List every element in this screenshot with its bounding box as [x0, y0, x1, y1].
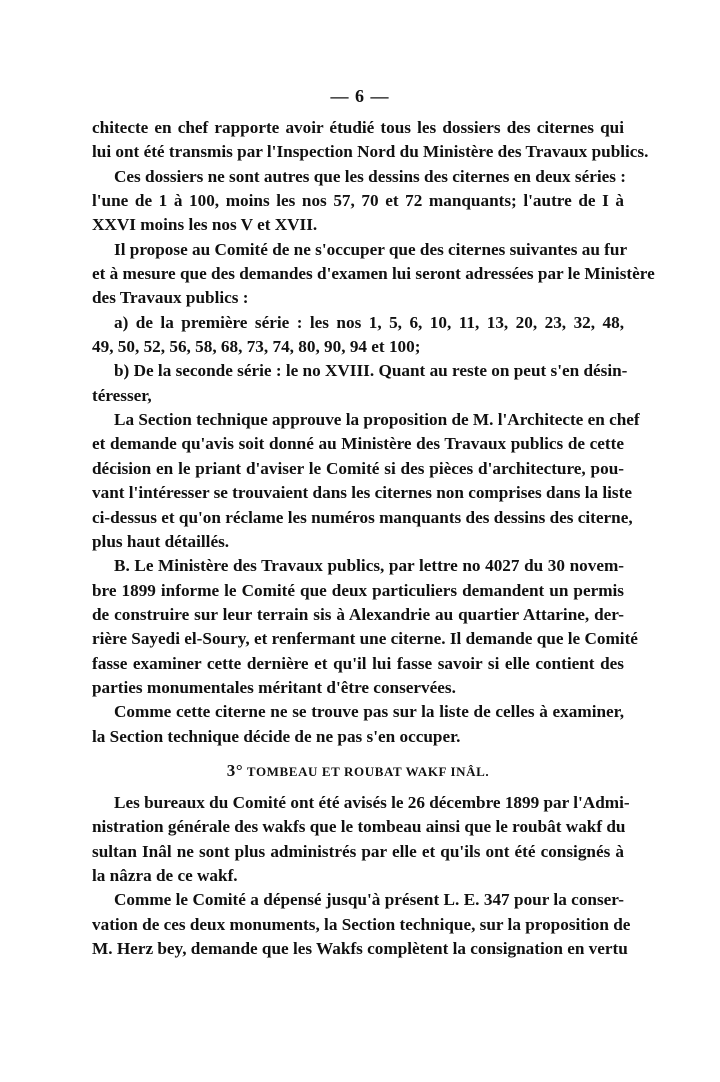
- text-line: la nâzra de ce wakf.: [92, 865, 238, 885]
- text-line: Comme le Comité a dépensé jusqu'à présent L. E. 347 pour la conser-: [114, 890, 624, 910]
- text-line: ci-dessus et qu'on réclame les numéros manquants des dessins des citerne,: [92, 507, 633, 527]
- text-line: sultan Inâl ne sont plus administrés par elle et qu'ils ont été consignés à: [92, 841, 624, 861]
- paragraph: [92, 238, 655, 311]
- text-line: plus haut détaillés.: [92, 531, 230, 551]
- page-number: — 6 —: [330, 86, 390, 106]
- section-number: 3°: [226, 760, 244, 780]
- text-line: La Section technique approuve la proposition de M. l'Architecte en chef: [114, 410, 640, 430]
- text-line: Il propose au Comité de ne s'occuper que des citernes suivantes au fur: [114, 239, 628, 259]
- section-title: TOMBEAU ET ROUBAT WAKF INÂL.: [246, 763, 490, 779]
- text-line: la Section technique décide de ne pas s'en occuper.: [92, 726, 461, 746]
- text-line: Ces dossiers ne sont autres que les dessins des citernes en deux séries :: [114, 166, 626, 186]
- paragraph: [92, 408, 640, 554]
- text-line: parties monumentales méritant d'être conservées.: [92, 677, 456, 697]
- paragraph: [92, 359, 628, 408]
- paragraph: [92, 888, 631, 961]
- text-line: décision en le priant d'aviser le Comité si des pièces d'architecture, pou-: [92, 458, 624, 478]
- text-line: de construire sur leur terrain sis à Alexandrie au quartier Attarine, der-: [92, 604, 624, 624]
- text-line: Les bureaux du Comité ont été avisés le 26 décembre 1899 par l'Admi-: [114, 792, 630, 812]
- text-line: b) De la seconde série : le no XVIII. Quant au reste on peut s'en désin-: [114, 361, 628, 381]
- paragraph: [92, 700, 624, 749]
- text-line: nistration générale des wakfs que le tombeau ainsi que le roubât wakf du: [92, 817, 626, 837]
- paragraph: [92, 165, 624, 238]
- text-line: bre 1899 informe le Comité que deux particuliers demandent un permis: [92, 580, 624, 600]
- text-line: rière Sayedi el-Soury, et renfermant une citerne. Il demande que le Comité: [92, 629, 638, 649]
- text-line: 49, 50, 52, 56, 58, 68, 73, 74, 80, 90, 94 et 100;: [92, 337, 421, 357]
- paragraph: [92, 311, 624, 360]
- paragraph: [92, 116, 649, 165]
- paragraph: [92, 791, 630, 888]
- text-line: lui ont été transmis par l'Inspection Nord du Ministère des Travaux publics.: [92, 142, 649, 162]
- text-line: B. Le Ministère des Travaux publics, par lettre no 4027 du 30 novem-: [114, 556, 624, 576]
- text-line: vation de ces deux monuments, la Section technique, sur la proposition de: [92, 914, 631, 934]
- text-line: des Travaux publics :: [92, 288, 249, 308]
- body-text: [92, 116, 655, 961]
- text-line: XXVI moins les nos V et XVII.: [92, 215, 318, 235]
- text-line: téresser,: [92, 385, 152, 405]
- paragraph: [92, 554, 638, 700]
- text-line: et à mesure que des demandes d'examen lui seront adressées par le Ministère: [92, 264, 655, 284]
- text-line: et demande qu'avis soit donné au Ministère des Travaux publics de cette: [92, 434, 624, 454]
- text-line: l'une de 1 à 100, moins les nos 57, 70 et 72 manquants; l'autre de I à: [92, 191, 624, 211]
- text-line: M. Herz bey, demande que les Wakfs complètent la consignation en vertu: [92, 939, 628, 958]
- text-line: fasse examiner cette dernière et qu'il lui fasse savoir si elle contient des: [92, 653, 624, 673]
- text-line: Comme cette citerne ne se trouve pas sur la liste de celles à examiner,: [114, 702, 624, 722]
- text-line: a) de la première série : les nos 1, 5, 6, 10, 11, 13, 20, 23, 32, 48,: [114, 312, 624, 332]
- text-line: vant l'intéresser se trouvaient dans les citernes non comprises dans la liste: [92, 483, 632, 503]
- section-heading: [92, 757, 624, 785]
- text-line: chitecte en chef rapporte avoir étudié tous les dossiers des citernes qui: [92, 118, 624, 137]
